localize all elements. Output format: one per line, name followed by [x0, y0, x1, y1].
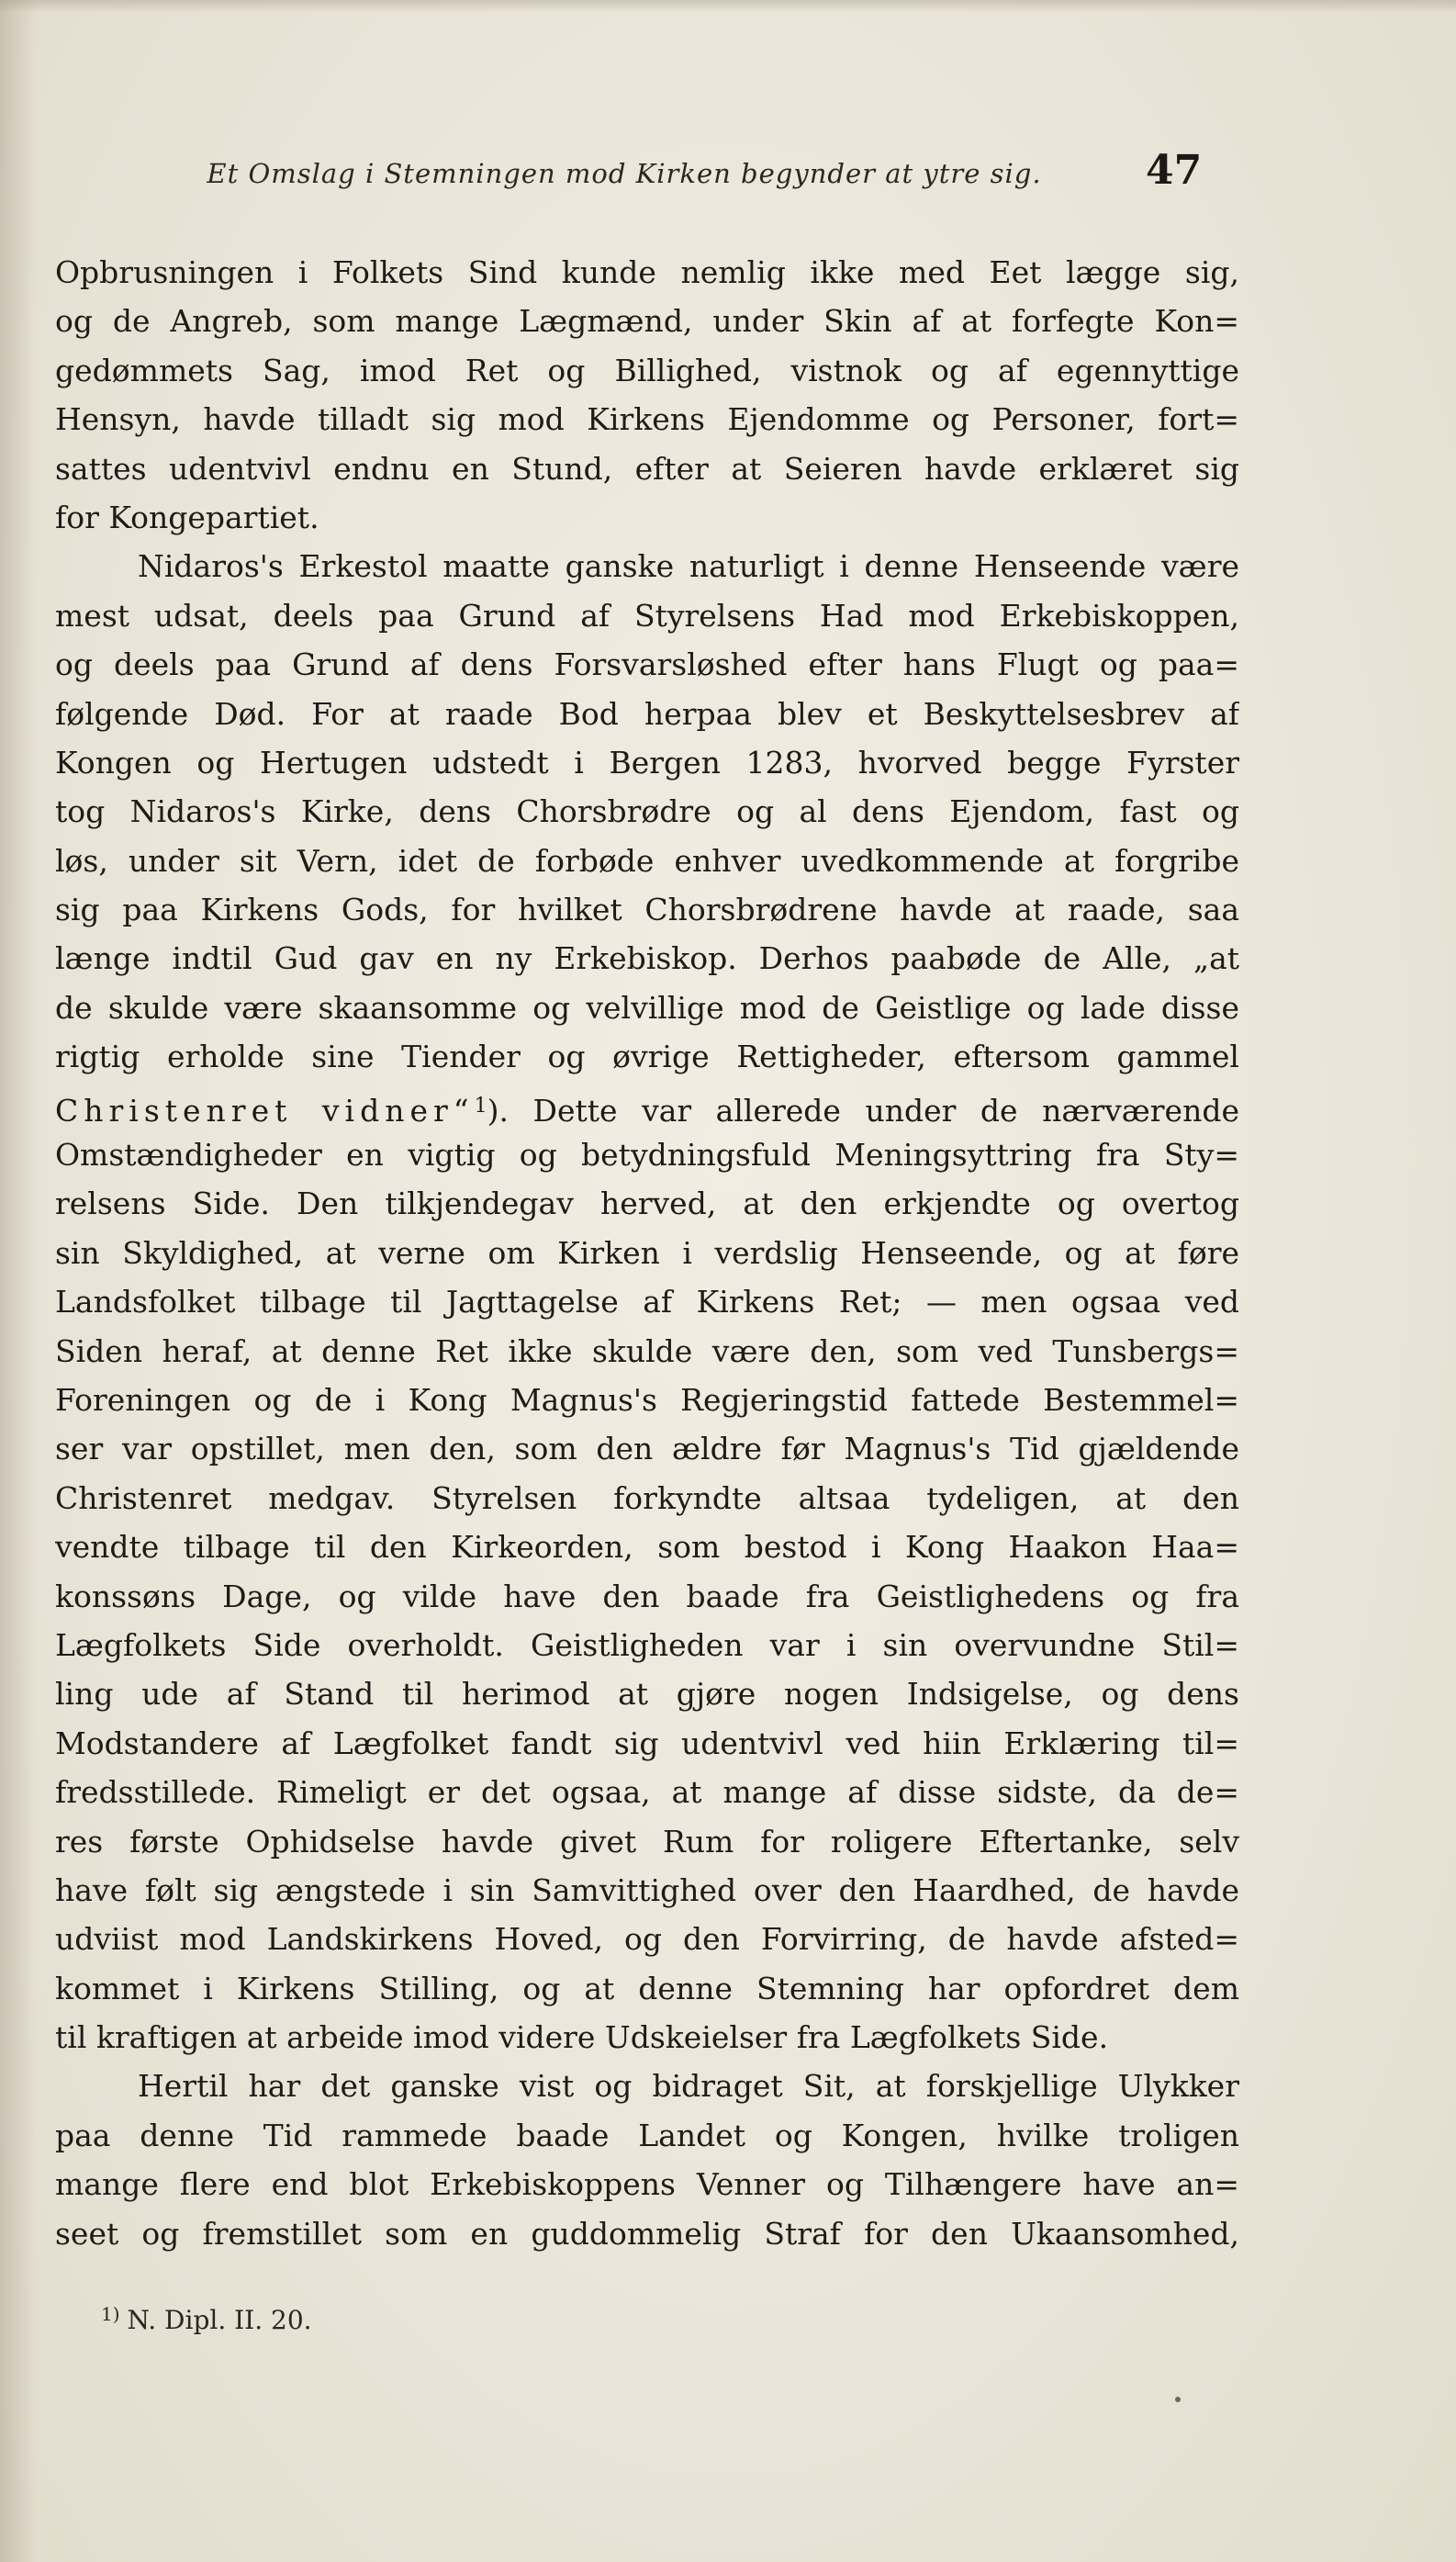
text-line-spaced: Christenret vidner“: [55, 1092, 475, 1129]
text-line: Christenret medgav. Styrelsen forkyndte altsaa tydeligen, at den: [55, 1479, 1239, 1516]
footnote-text: N. Dipl. II. 20.: [127, 2305, 312, 2335]
text-line: tog Nidaros's Kirke, dens Chorsbrødre og al dens Ejendom, fast og: [55, 793, 1239, 830]
text-line: Landsfolket tilbage til Jagttagelse af Kirkens Ret; — men ogsaa ved: [55, 1284, 1239, 1320]
text-line: rigtig erholde sine Tiender og øvrige Rettigheder, eftersom gammel: [55, 1039, 1239, 1075]
text-line: udviist mod Landskirkens Hoved, og den Forvirring, de havde afsted=: [55, 1921, 1239, 1958]
text-line: ling ude af Stand til herimod at gjøre nogen Indsigelse, og dens: [55, 1676, 1239, 1713]
page-top-edge: [0, 0, 1456, 13]
text-line-tail: ). Dette var allerede under de nærværende: [487, 1092, 1239, 1129]
text-line: vendte tilbage til den Kirkeorden, som bestod i Kong Haakon Haa=: [55, 1529, 1239, 1566]
text-line: Nidaros's Erkestol maatte ganske naturligt i denne Henseende være: [138, 548, 1239, 585]
text-line: have følt sig ængstede i sin Samvittighed over den Haardhed, de havde: [55, 1871, 1239, 1908]
text-line: res første Ophidselse havde givet Rum for roligere Eftertanke, selv: [55, 1823, 1239, 1860]
text-line: længe indtil Gud gav en ny Erkebiskop. Derhos paabøde de Alle, „at: [55, 940, 1239, 977]
text-line: Opbrusningen i Folkets Sind kunde nemlig ikke med Eet lægge sig,: [55, 254, 1239, 290]
text-line: sig paa Kirkens Gods, for hvilket Chorsbrødrene havde at raade, saa: [55, 892, 1239, 928]
text-line: løs, under sit Vern, idet de forbøde enhver uvedkommende at forgribe: [55, 842, 1239, 879]
text-line: og de Angreb, som mange Lægmænd, under Skin af at forfegte Kon=: [55, 303, 1239, 340]
body-text: [55, 248, 1239, 2258]
text-line-with-footnote-ref: [55, 1082, 1239, 1130]
text-line: for Kongepartiet.: [55, 499, 319, 535]
text-line: gedømmets Sag, imod Ret og Billighed, vistnok og af egennyttige: [55, 352, 1239, 388]
text-line: følgende Død. For at raade Bod herpaa blev et Beskyttelsesbrev af: [55, 695, 1239, 732]
text-line: mest udsat, deels paa Grund af Styrelsens Had mod Erkebiskoppen,: [55, 597, 1239, 634]
text-line: de skulde være skaansomme og velvillige mod de Geistlige og lade disse: [55, 989, 1239, 1026]
paper-speck: [1175, 2397, 1181, 2402]
page-number: 47: [1146, 147, 1203, 194]
text-line: sin Skyldighed, at verne om Kirken i verdslig Henseende, og at føre: [55, 1234, 1239, 1271]
spine-shadow: [0, 0, 37, 2562]
text-line: og deels paa Grund af dens Forsvarsløshed efter hans Flugt og paa=: [55, 646, 1239, 683]
footnote-reference: 1: [474, 1094, 487, 1118]
text-line: Lægfolkets Side overholdt. Geistligheden var i sin overvundne Stil=: [55, 1626, 1239, 1663]
text-line: Siden heraf, at denne Ret ikke skulde være den, som ved Tunsbergs=: [55, 1332, 1239, 1369]
text-line: ser var opstillet, men den, som den ældre før Magnus's Tid gjældende: [55, 1431, 1239, 1467]
footnote-marker: 1): [101, 2303, 120, 2325]
text-line: sattes udentvivl endnu en Stund, efter at Seieren havde erklæret sig: [55, 450, 1239, 487]
text-line: Omstændigheder en vigtig og betydningsfuld Meningsyttring fra Sty=: [55, 1137, 1239, 1174]
text-line: seet og fremstillet som en guddommelig Straf for den Ukaansomhed,: [55, 2215, 1239, 2252]
text-line: Foreningen og de i Kong Magnus's Regjeringstid fattede Bestemmel=: [55, 1381, 1239, 1418]
text-line: Modstandere af Lægfolket fandt sig udentvivl ved hiin Erklæring til=: [55, 1725, 1239, 1761]
text-line: mange flere end blot Erkebiskoppens Venner og Tilhængere have an=: [55, 2166, 1239, 2203]
text-line: fredsstillede. Rimeligt er det ogsaa, at mange af disse sidste, da de=: [55, 1774, 1239, 1811]
text-line: Hertil har det ganske vist og bidraget Sit, at forskjellige Ulykker: [138, 2068, 1239, 2105]
running-title: Et Omslag i Stemningen mod Kirken begynder at ytre sig.: [207, 158, 1042, 189]
text-line: relsens Side. Den tilkjendegav herved, at den erkjendte og overtog: [55, 1185, 1239, 1222]
text-line: Hensyn, havde tilladt sig mod Kirkens Ejendomme og Personer, fort=: [55, 401, 1239, 438]
text-line: paa denne Tid rammede baade Landet og Kongen, hvilke troligen: [55, 2117, 1239, 2153]
text-line: Kongen og Hertugen udstedt i Bergen 1283, hvorved begge Fyrster: [55, 744, 1239, 781]
text-line: konssøns Dage, og vilde have den baade fra Geistlighedens og fra: [55, 1578, 1239, 1614]
text-line: til kraftigen at arbeide imod videre Udskeielser fra Lægfolkets Side.: [55, 2019, 1109, 2056]
text-line: kommet i Kirkens Stilling, og at denne Stemning har opfordret dem: [55, 1970, 1239, 2006]
footnote: [101, 2303, 312, 2335]
